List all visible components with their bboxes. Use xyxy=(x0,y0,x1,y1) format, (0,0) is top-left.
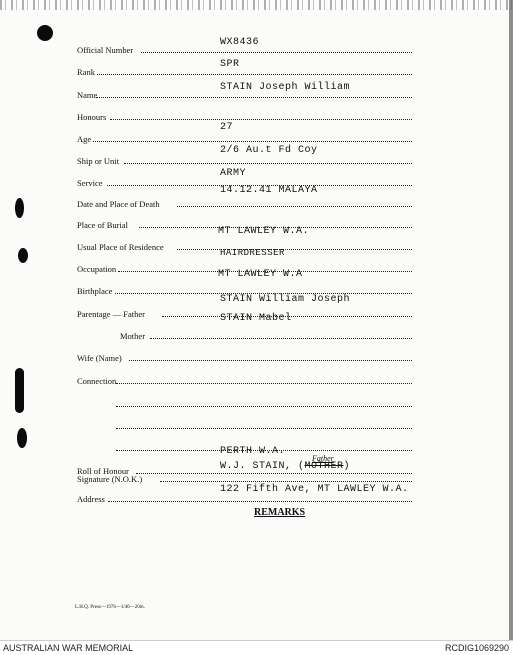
signature-text: W.J. STAIN, ( xyxy=(220,461,305,472)
field-value: ARMY xyxy=(220,168,247,179)
field-value: PERTH W.A. xyxy=(220,446,286,457)
field-value: STAIN William Joseph xyxy=(220,294,351,305)
signature-close: ) xyxy=(343,461,351,472)
field-value: STAIN Mabel xyxy=(220,313,292,324)
handwritten-correction: Father xyxy=(312,454,334,463)
field-label: Age xyxy=(77,134,92,144)
field-label: Signature (N.O.K.) xyxy=(77,474,143,484)
field-label: Usual Place of Residence xyxy=(77,242,164,252)
scan-edge-top xyxy=(0,0,513,10)
field-label: Official Number xyxy=(77,45,134,55)
field-label: Ship or Unit xyxy=(77,156,120,166)
field-label: Connection xyxy=(77,376,117,386)
field-value: 14.12.41 MALAYA xyxy=(220,185,318,196)
field-label: Name xyxy=(77,90,98,100)
field-wife xyxy=(0,345,513,363)
field-label: Rank xyxy=(77,67,95,77)
field-value: MT LAWLEY W.A. xyxy=(218,226,310,237)
footer-institution: AUSTRALIAN WAR MEMORIAL xyxy=(3,643,134,653)
field-ship-or-unit xyxy=(0,145,513,166)
field-value: HAIRDRESSER xyxy=(220,248,285,258)
field-label: Occupation xyxy=(77,264,117,274)
field-label: Place of Burial xyxy=(77,220,128,230)
field-label: Roll of Honour xyxy=(77,466,129,476)
connection-blank-line xyxy=(0,391,513,409)
field-value: WX8436 xyxy=(220,37,260,48)
field-label: Parentage — Father xyxy=(77,309,145,319)
field-value: STAIN Joseph William xyxy=(220,82,351,93)
field-label: Date and Place of Death xyxy=(77,199,160,209)
field-name xyxy=(0,82,513,100)
field-label: Mother xyxy=(120,331,146,341)
field-value: 2/6 Au.t Fd Coy xyxy=(220,145,318,156)
field-rank xyxy=(0,59,513,77)
struck-text: MOTHER xyxy=(304,461,344,472)
field-connection xyxy=(0,368,513,386)
field-label: Address xyxy=(77,494,105,504)
footer-record-id: RCDIG1069290 xyxy=(444,643,509,653)
field-label: Service xyxy=(77,178,103,188)
field-value: 122 Fifth Ave, MT LAWLEY W.A. xyxy=(220,484,409,495)
field-address xyxy=(0,486,513,504)
remarks-heading: REMARKS xyxy=(254,507,306,518)
field-label: Birthplace xyxy=(77,286,113,296)
field-signature xyxy=(0,454,513,484)
field-value: SPR xyxy=(220,59,240,70)
field-date-place-of-death xyxy=(0,185,513,209)
field-label: Wife (Name) xyxy=(77,353,122,363)
field-official-number xyxy=(0,37,513,55)
field-honours xyxy=(0,104,513,122)
field-age xyxy=(0,122,513,144)
archive-footer xyxy=(0,640,513,655)
connection-blank-line xyxy=(0,413,513,431)
field-value: MT LAWLEY W.A xyxy=(218,269,303,280)
field-value: 27 xyxy=(220,122,234,133)
printer-imprint: L.H.Q. Press—1976—1/46—20m. xyxy=(75,605,145,610)
field-label: Honours xyxy=(77,112,107,122)
